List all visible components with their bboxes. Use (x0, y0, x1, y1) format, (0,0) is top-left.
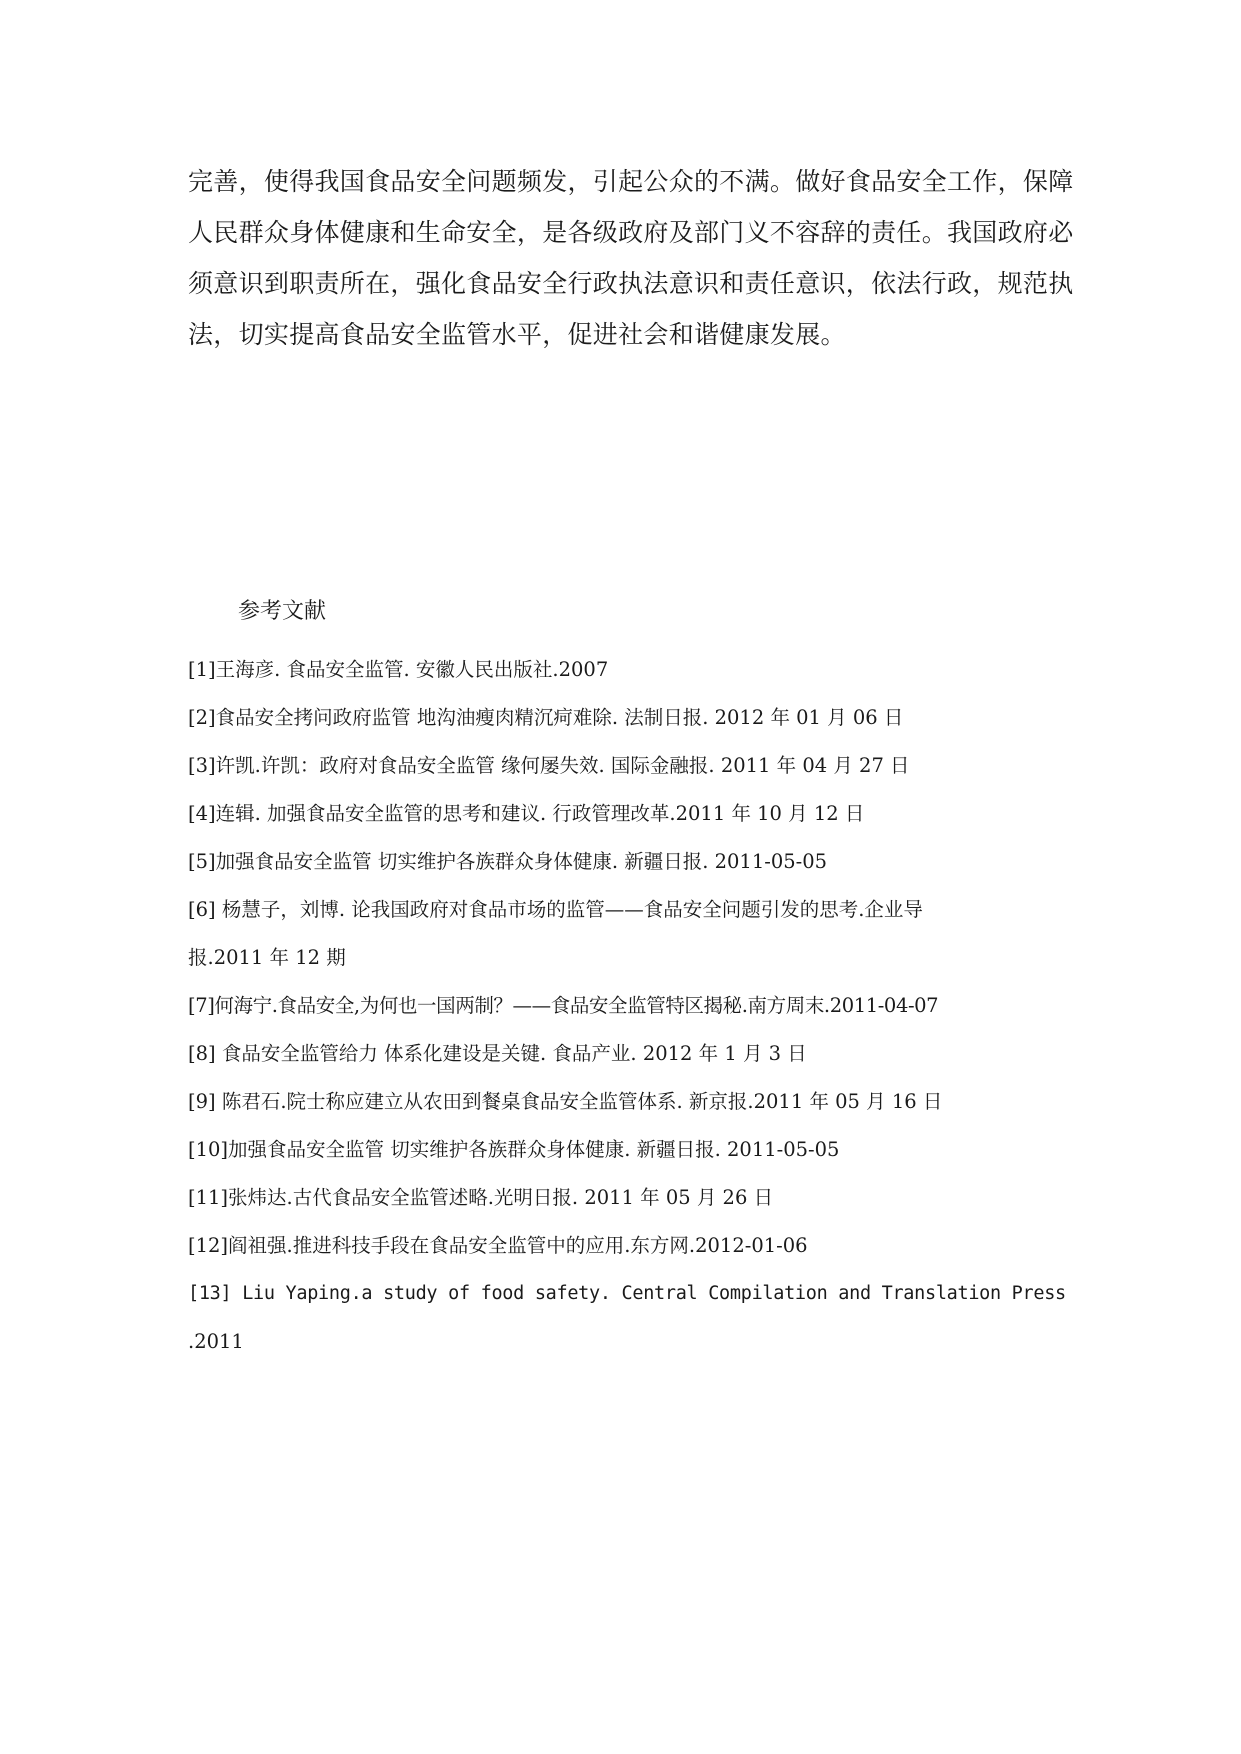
body-paragraph (188, 156, 1074, 360)
reference-item: [12]阎祖强.推进科技手段在食品安全监管中的应用.东方网.2012-01-06 (188, 1234, 808, 1257)
reference-item-continuation: .2011 (188, 1330, 244, 1353)
body-line: 法，切实提高食品安全监管水平，促进社会和谐健康发展。 (188, 320, 846, 349)
reference-item: [11]张炜达.古代食品安全监管述略.光明日报. 2011 年 05 月 26 日 (188, 1186, 774, 1209)
reference-item: [7]何海宁.食品安全,为何也一国两制？——食品安全监管特区揭秘.南方周末.2011-04-07 (188, 994, 939, 1017)
reference-item: [5]加强食品安全监管 切实维护各族群众身体健康. 新疆日报. 2011-05-05 (188, 850, 828, 873)
reference-item-continuation: 报.2011 年 12 期 (188, 946, 346, 969)
reference-item: [13] Liu Yaping.a study of food safety. Central Compilation and Translation Press (188, 1283, 1066, 1304)
references-list (188, 646, 1066, 1366)
reference-item: [6] 杨慧子，刘博. 论我国政府对食品市场的监管——食品安全问题引发的思考.企业导 (188, 898, 923, 921)
body-line: 须意识到职责所在，强化食品安全行政执法意识和责任意识，依法行政，规范执 (188, 269, 1074, 298)
reference-item: [8] 食品安全监管给力 体系化建设是关键. 食品产业. 2012 年 1 月 3 日 (188, 1042, 807, 1065)
body-line: 人民群众身体健康和生命安全，是各级政府及部门义不容辞的责任。我国政府必 (188, 218, 1074, 247)
reference-item: [2]食品安全拷问政府监管 地沟油瘦肉精沉疴难除. 法制日报. 2012 年 01 月 06 日 (188, 706, 904, 729)
body-line: 完善，使得我国食品安全问题频发，引起公众的不满。做好食品安全工作，保障 (188, 167, 1074, 196)
reference-item: [9] 陈君石.院士称应建立从农田到餐桌食品安全监管体系. 新京报.2011 年 05 月 16 日 (188, 1090, 943, 1113)
reference-item: [3]许凯.许凯：政府对食品安全监管 缘何屡失效. 国际金融报. 2011 年 04 月 27 日 (188, 754, 910, 777)
reference-item: [1]王海彦. 食品安全监管. 安徽人民出版社.2007 (188, 658, 609, 681)
reference-item: [10]加强食品安全监管 切实维护各族群众身体健康. 新疆日报. 2011-05-05 (188, 1138, 840, 1161)
reference-item: [4]连辑. 加强食品安全监管的思考和建议. 行政管理改革.2011 年 10 月 12 日 (188, 802, 865, 825)
references-heading: 参考文献 (238, 599, 327, 624)
